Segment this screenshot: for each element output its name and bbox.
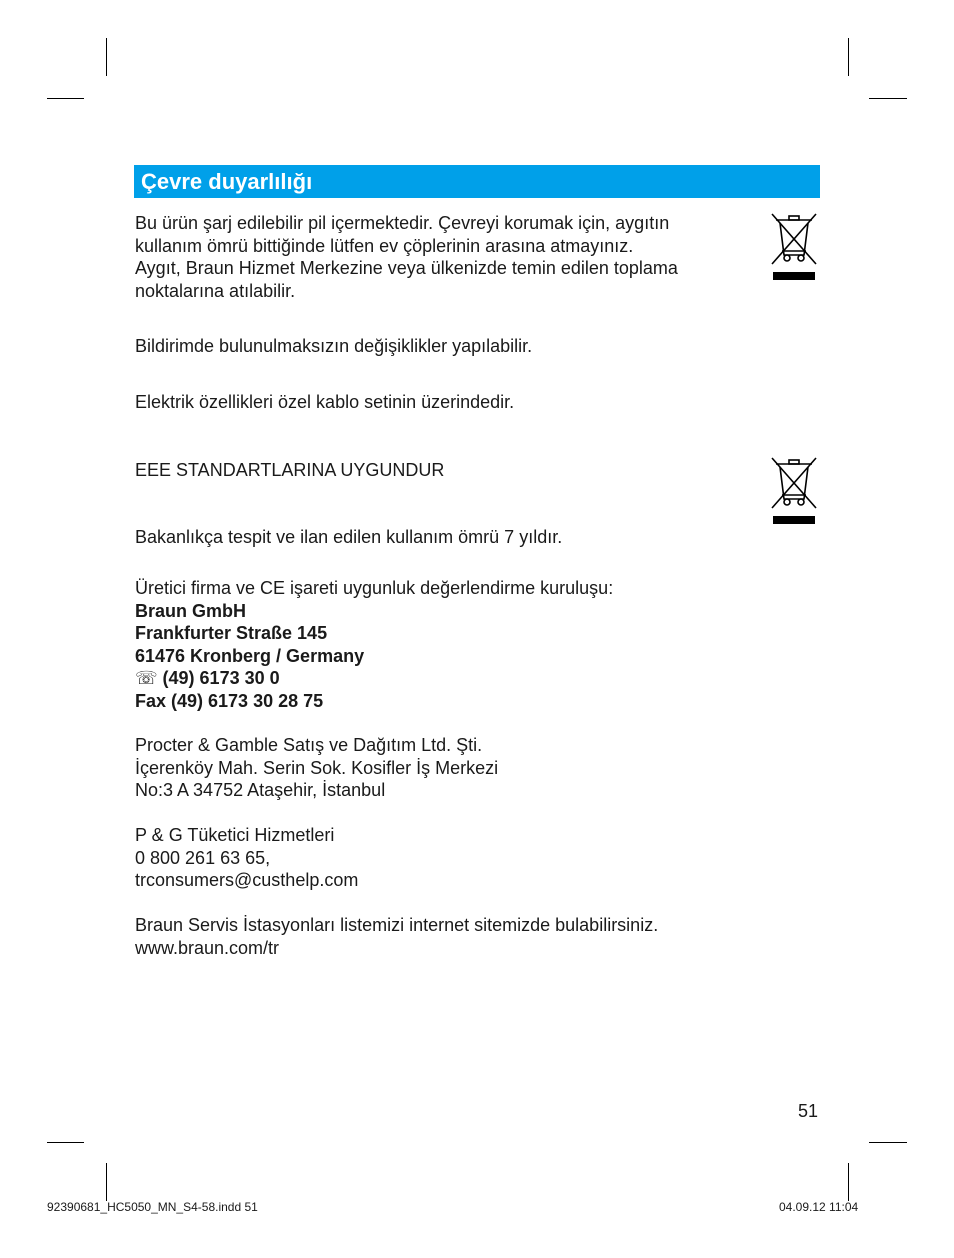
crop-mark: [848, 1163, 849, 1201]
lifetime-notice: Bakanlıkça tespit ve ilan edilen kullanım ömrü 7 yıldır.: [135, 527, 563, 547]
crop-mark: [869, 1142, 907, 1143]
phone-icon: ☏: [135, 668, 158, 688]
footer-file: 92390681_HC5050_MN_S4-58.indd 51: [47, 1200, 258, 1214]
footer-date: 04.09.12 11:04: [779, 1200, 859, 1214]
crop-mark: [869, 98, 907, 99]
page-number: 51: [798, 1101, 819, 1121]
section-heading-bar: [134, 165, 820, 198]
weee-crossed-bin-icon: [770, 455, 818, 527]
manufacturer-street: Frankfurter Straße 145: [135, 623, 328, 643]
manufacturer-name: Braun GmbH: [135, 600, 247, 621]
electrical-notice: Elektrik özellikleri özel kablo setinin üzerindedir.: [135, 392, 515, 412]
section-heading: Çevre duyarlılığı: [141, 169, 313, 194]
crop-mark: [106, 1163, 107, 1201]
braun-website: www.braun.com/tr: [135, 937, 280, 958]
consumer-service: P & G Tüketici Hizmetleri 0 800 261 63 65, trconsumers@custhelp.com: [135, 825, 359, 890]
crop-mark: [47, 1142, 84, 1143]
battery-paragraph: Bu ürün şarj edilebilir pil içermektedir. Çevreyi korumak için, aygıtın kullanım ömrü bittiğinde lütfen ev çöplerinin arasına atmayınız. Aygıt, Braun Hizmet Merkezine veya ülkenizde temin edilen toplama noktalarına atılabilir.: [135, 213, 678, 301]
consumer-service-email: trconsumers@custhelp.com: [135, 870, 359, 890]
manufacturer-intro: Üretici firma ve CE işareti uygunluk değerlendirme kuruluşu:: [135, 578, 614, 598]
manufacturer-phone: ☏ (49) 6173 30 0: [135, 668, 280, 688]
changes-notice: Bildirimde bulunulmaksızın değişiklikler yapılabilir.: [135, 336, 533, 356]
manufacturer-block: [135, 577, 613, 712]
manufacturer-fax: Fax (49) 6173 30 28 75: [135, 690, 324, 711]
crop-mark: [47, 98, 84, 99]
service-stations: Braun Servis İstasyonları listemizi internet sitemizde bulabilirsiniz. www.braun.com/tr: [135, 915, 659, 958]
manufacturer-city: 61476 Kronberg / Germany: [135, 645, 365, 666]
crop-mark: [848, 38, 849, 76]
eee-compliance: EEE STANDARTLARINA UYGUNDUR: [135, 460, 445, 480]
crop-mark: [106, 38, 107, 76]
distributor-address: Procter & Gamble Satış ve Dağıtım Ltd. Şti. İçerenköy Mah. Serin Sok. Kosifler İş Merkezi No:3 A 34752 Ataşehir, İstanbul: [135, 735, 499, 800]
weee-crossed-bin-icon: [770, 211, 818, 283]
